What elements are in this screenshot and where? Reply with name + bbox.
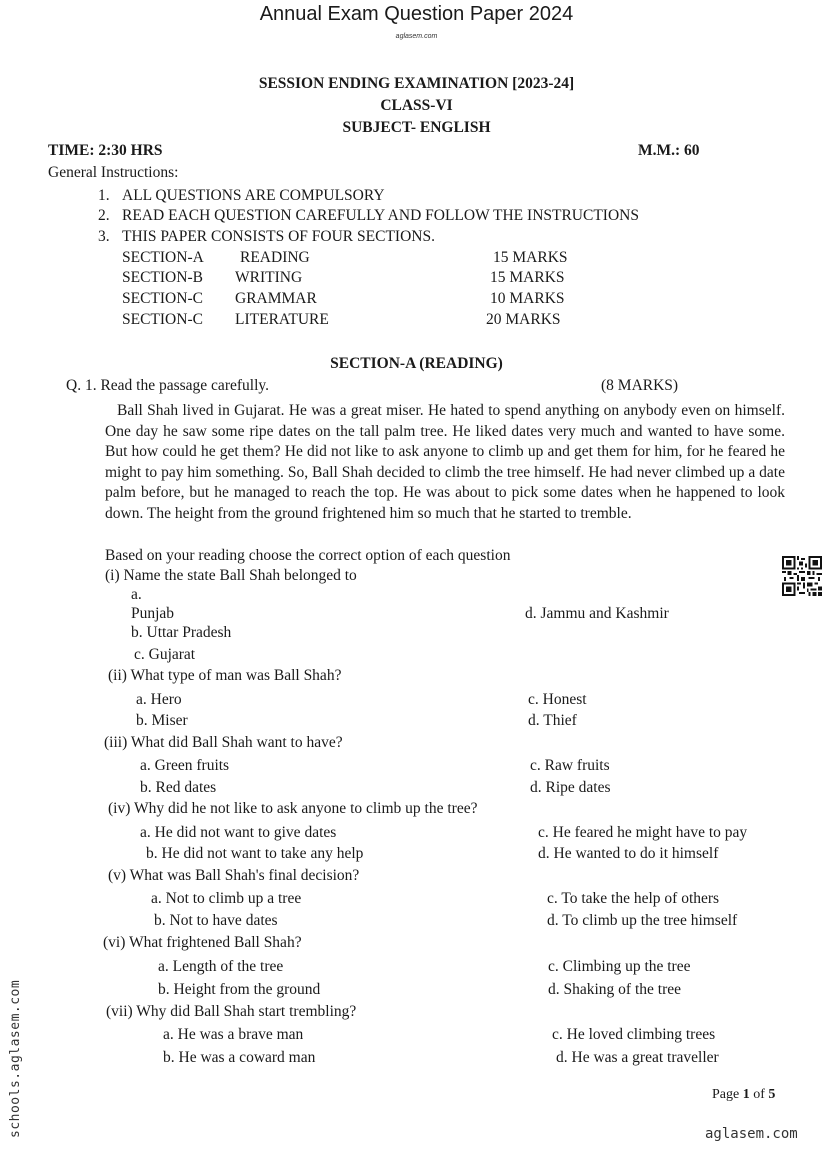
paper-header-title: Annual Exam Question Paper 2024	[259, 3, 574, 25]
header-site-logo: aglasem.com	[395, 33, 438, 40]
time-allowed: TIME: 2:30 HRS	[48, 142, 163, 159]
side-watermark: schools.aglasem.com	[8, 979, 23, 1138]
question-stem: (ii) What type of man was Ball Shah?	[108, 667, 342, 684]
option-b: b. Height from the ground	[158, 981, 321, 998]
option-c: c. To take the help of others	[547, 890, 720, 907]
option-d: d. Jammu and Kashmir	[525, 605, 669, 622]
question-stem: (vi) What frightened Ball Shah?	[103, 934, 302, 951]
section-row-marks: 15 MARKS	[493, 249, 568, 266]
instruction-text: THIS PAPER CONSISTS OF FOUR SECTIONS.	[122, 228, 435, 245]
option-d: d. He was a great traveller	[556, 1049, 719, 1066]
option-d: d. Ripe dates	[530, 779, 611, 796]
option-c: c. Climbing up the tree	[548, 958, 691, 975]
section-row-name: LITERATURE	[235, 311, 329, 328]
option-a: Punjab	[131, 605, 175, 622]
section-row-label: SECTION-B	[122, 269, 203, 286]
option-c: c. Gujarat	[134, 646, 196, 663]
section-row-label: SECTION-C	[122, 290, 203, 307]
option-a: a. Hero	[136, 691, 182, 708]
instruction-number: 1.	[98, 187, 110, 204]
option-b: b. Not to have dates	[154, 912, 278, 929]
option-b: b. He did not want to take any help	[146, 845, 364, 862]
section-row-name: READING	[240, 249, 310, 266]
question-1-label: Q. 1. Read the passage carefully.	[66, 377, 269, 394]
session-title: SESSION ENDING EXAMINATION [2023-24]	[258, 75, 575, 92]
option-a: a. Not to climb up a tree	[151, 890, 302, 907]
question-stem: (iv) Why did he not like to ask anyone to climb up the tree?	[108, 800, 478, 817]
page-prefix: Page	[712, 1087, 743, 1102]
instruction-text: ALL QUESTIONS ARE COMPULSORY	[122, 187, 385, 204]
bottom-watermark: aglasem.com	[705, 1126, 798, 1142]
question-stem: (v) What was Ball Shah's final decision?	[108, 867, 360, 884]
option-c: c. He feared he might have to pay	[538, 824, 748, 841]
page-of: of	[749, 1087, 769, 1102]
instructions-heading: General Instructions:	[48, 164, 179, 181]
option-c: c. Honest	[528, 691, 587, 708]
options-instruction: Based on your reading choose the correct option of each question	[105, 547, 511, 564]
section-row-marks: 15 MARKS	[490, 269, 565, 286]
max-marks: M.M.: 60	[638, 142, 700, 159]
instruction-text: READ EACH QUESTION CAREFULLY AND FOLLOW THE INSTRUCTIONS	[122, 207, 639, 224]
question-stem: (i) Name the state Ball Shah belonged to	[105, 567, 357, 584]
option-d: d. Thief	[528, 712, 577, 729]
section-row-name: WRITING	[235, 269, 303, 286]
section-row-marks: 20 MARKS	[486, 311, 561, 328]
option-b: b. He was a coward man	[163, 1049, 316, 1066]
question-1-marks: (8 MARKS)	[601, 377, 679, 394]
option-c: c. He loved climbing trees	[552, 1026, 716, 1043]
page-total: 5	[768, 1087, 776, 1102]
option-a: a. Length of the tree	[158, 958, 284, 975]
class-title: CLASS-VI	[380, 97, 453, 114]
section-row-name: GRAMMAR	[235, 290, 317, 307]
reading-passage: Ball Shah lived in Gujarat. He was a great miser. He hated to spend anything on anybody even on himself. One day he saw some ripe dates on the tall palm tree. He liked dates very much and wanted to have some. But how could he get them? He did not like to ask anyone to climb up and get them for him, for he feared he might to pay him something. So, Ball Shah decided to climb the tree himself. He had never climbed up a date palm before, but he managed to reach the top. He was about to pick some dates when he happened to look down. The height from the ground frightened him so much that he started to tremble.	[105, 402, 785, 522]
option-d: d. Shaking of the tree	[548, 981, 682, 998]
option-d: d. To climb up the tree himself	[547, 912, 738, 929]
page-number	[712, 1087, 775, 1103]
section-row-marks: 10 MARKS	[490, 290, 565, 307]
question-stem: (vii) Why did Ball Shah start trembling?	[106, 1003, 357, 1020]
page-current: 1	[742, 1087, 750, 1102]
option-b: b. Miser	[136, 712, 188, 729]
section-row-label: SECTION-C	[122, 311, 203, 328]
option-a: a. Green fruits	[140, 757, 230, 774]
question-stem: (iii) What did Ball Shah want to have?	[104, 734, 343, 751]
instruction-number: 3.	[98, 228, 110, 245]
option-c: c. Raw fruits	[530, 757, 610, 774]
option-a: a. He was a brave man	[163, 1026, 304, 1043]
option-d: d. He wanted to do it himself	[538, 845, 719, 862]
option-b: b. Red dates	[140, 779, 217, 796]
instruction-number: 2.	[98, 207, 110, 224]
section-a-heading: SECTION-A (READING)	[330, 355, 503, 372]
subject-title: SUBJECT- ENGLISH	[342, 119, 491, 136]
section-row-label: SECTION-A	[122, 249, 204, 266]
option-a: a. He did not want to give dates	[140, 824, 337, 841]
option-b: b. Uttar Pradesh	[131, 624, 232, 641]
qr-code-icon	[782, 556, 822, 596]
option-a-label: a.	[131, 586, 142, 603]
